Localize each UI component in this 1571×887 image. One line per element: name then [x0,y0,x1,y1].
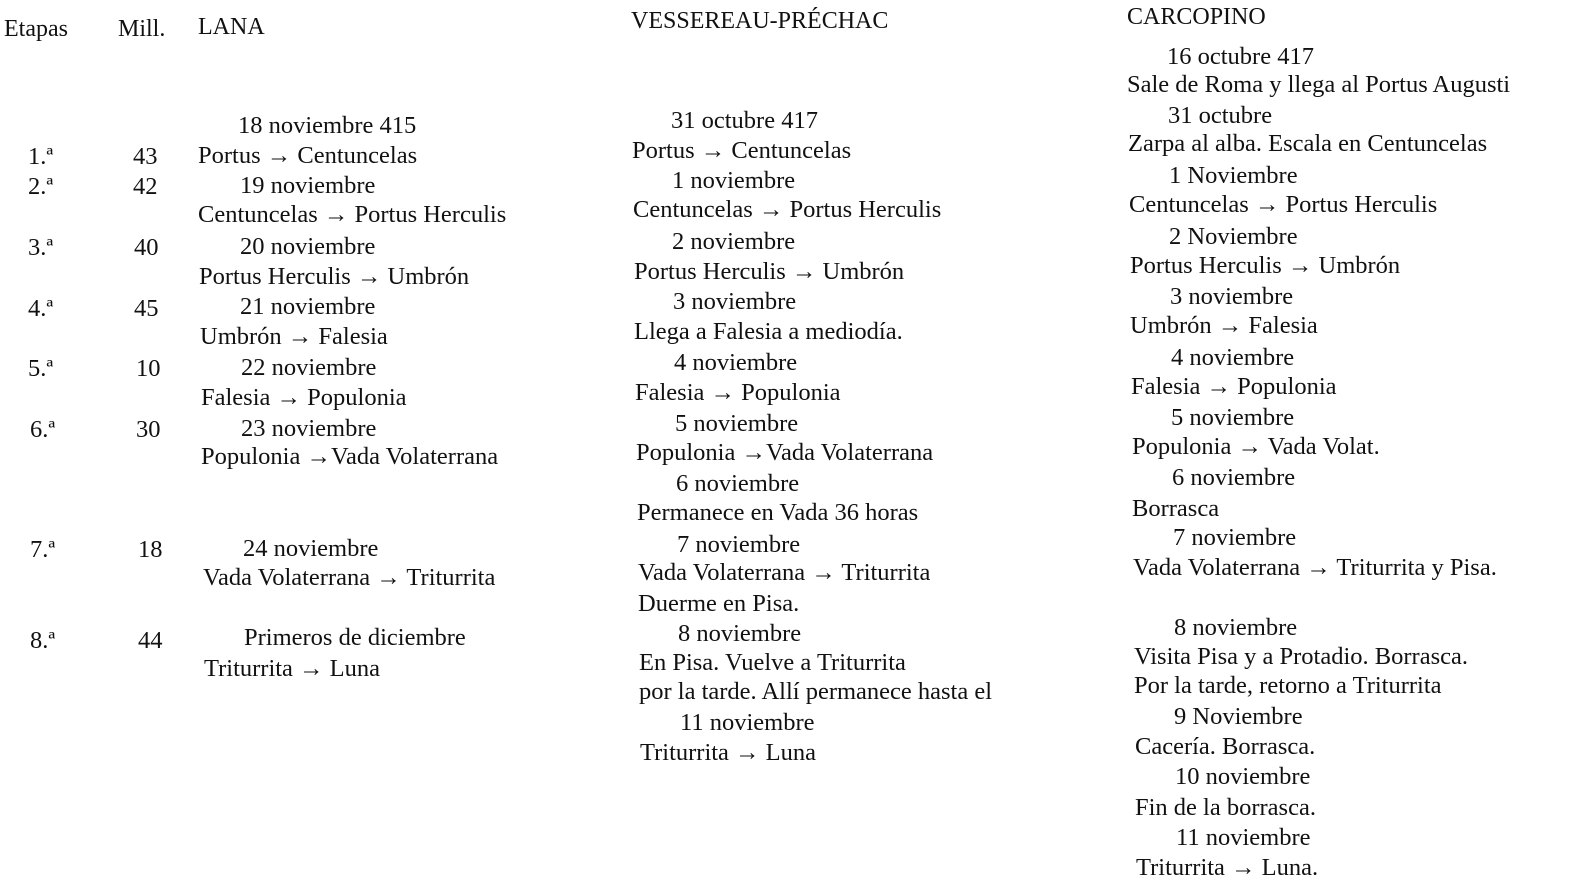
vessereau-route: Triturrita → Luna [640,739,817,766]
carcopino-note: Borrasca [1132,495,1220,522]
lana-date: 22 noviembre [241,354,377,381]
vessereau-note: Permanece en Vada 36 horas [637,499,919,526]
millas-7: 18 [138,536,163,563]
carcopino-note: Cacería. Borrasca. [1135,733,1316,760]
etapa-6: 6.ª [30,416,56,443]
lana-date: 24 noviembre [243,535,379,562]
lana-route: Umbrón → Falesia [200,323,388,350]
vessereau-route: Populonia →Vada Volaterrana [636,439,934,466]
lana-route: Populonia →Vada Volaterrana [201,443,499,470]
vessereau-route: Portus → Centuncelas [632,137,852,164]
etapa-2: 2.ª [28,173,54,200]
millas-1: 43 [133,143,158,170]
lana-date: 23 noviembre [241,415,377,442]
millas-3: 40 [134,234,159,261]
lana-date: 21 noviembre [240,293,376,320]
carcopino-date: 8 noviembre [1174,614,1298,641]
carcopino-date: 16 octubre 417 [1167,43,1314,70]
millas-6: 30 [136,416,161,443]
millas-5: 10 [136,355,161,382]
lana-route: Triturrita → Luna [204,655,381,682]
carcopino-note: Fin de la borrasca. [1135,794,1316,821]
etapa-5: 5.ª [28,355,54,382]
vessereau-route: Falesia → Populonia [635,379,841,406]
carcopino-date: 4 noviembre [1171,344,1295,371]
carcopino-date: 3 noviembre [1170,283,1294,310]
carcopino-date: 1 Noviembre [1169,162,1298,189]
carcopino-route: Umbrón → Falesia [1130,312,1318,339]
lana-date: 19 noviembre [240,172,376,199]
lana-route: Vada Volaterrana → Triturrita [203,564,496,591]
carcopino-date: 2 Noviembre [1169,223,1298,250]
vessereau-date: 7 noviembre [677,531,801,558]
carcopino-route: Vada Volaterrana → Triturrita y Pisa. [1133,554,1497,581]
etapa-4: 4.ª [28,295,54,322]
carcopino-date: 9 Noviembre [1174,703,1303,730]
lana-route: Centuncelas → Portus Herculis [198,201,507,228]
etapa-7: 7.ª [30,536,56,563]
lana-date: 20 noviembre [240,233,376,260]
carcopino-date: 11 noviembre [1176,824,1311,851]
lana-route: Falesia → Populonia [201,384,407,411]
vessereau-route: Vada Volaterrana → Triturrita [638,559,931,586]
vessereau-date: 2 noviembre [672,228,796,255]
vessereau-route: Portus Herculis → Umbrón [634,258,905,285]
vessereau-note: Duerme en Pisa. [638,590,800,617]
header-vessereau-prechac: VESSEREAU-PRÉCHAC [631,8,889,34]
etapa-3: 3.ª [28,234,54,261]
carcopino-date: 6 noviembre [1172,464,1296,491]
carcopino-date: 10 noviembre [1175,763,1311,790]
carcopino-date: 31 octubre [1168,102,1273,129]
header-etapas: Etapas [4,16,68,42]
carcopino-route: Populonia → Vada Volat. [1132,433,1380,460]
etapa-8: 8.ª [30,627,56,654]
vessereau-date: 8 noviembre [678,620,802,647]
vessereau-date: 4 noviembre [674,349,798,376]
carcopino-note: Visita Pisa y a Protadio. Borrasca. [1134,643,1468,670]
carcopino-route: Centuncelas → Portus Herculis [1129,191,1438,218]
carcopino-note: Por la tarde, retorno a Triturrita [1134,672,1442,699]
vessereau-note: por la tarde. Allí permanece hasta el [639,678,993,705]
millas-2: 42 [133,173,158,200]
lana-route: Portus Herculis → Umbrón [199,263,470,290]
millas-4: 45 [134,295,159,322]
lana-route: Portus → Centuncelas [198,142,418,169]
vessereau-note: En Pisa. Vuelve a Triturrita [639,649,906,676]
carcopino-note: Zarpa al alba. Escala en Centuncelas [1128,130,1488,157]
lana-date: Primeros de diciembre [244,624,466,651]
carcopino-route: Falesia → Populonia [1131,373,1337,400]
header-lana: LANA [198,14,265,40]
carcopino-date: 5 noviembre [1171,404,1295,431]
vessereau-route: Centuncelas → Portus Herculis [633,196,942,223]
vessereau-date: 5 noviembre [675,410,799,437]
vessereau-date: 6 noviembre [676,470,800,497]
lana-date: 18 noviembre 415 [238,112,417,139]
vessereau-date: 1 noviembre [672,167,796,194]
carcopino-route: Triturrita → Luna. [1136,854,1319,881]
carcopino-note: Sale de Roma y llega al Portus Augusti [1127,71,1511,98]
vessereau-date: 3 noviembre [673,288,797,315]
millas-8: 44 [138,627,163,654]
carcopino-route: Portus Herculis → Umbrón [1130,252,1401,279]
vessereau-note: Llega a Falesia a mediodía. [634,318,903,345]
header-millas: Mill. [118,16,166,42]
etapa-1: 1.ª [28,143,54,170]
vessereau-date: 11 noviembre [680,709,815,736]
carcopino-date: 7 noviembre [1173,524,1297,551]
header-carcopino: CARCOPINO [1127,4,1266,30]
vessereau-date: 31 octubre 417 [671,107,818,134]
